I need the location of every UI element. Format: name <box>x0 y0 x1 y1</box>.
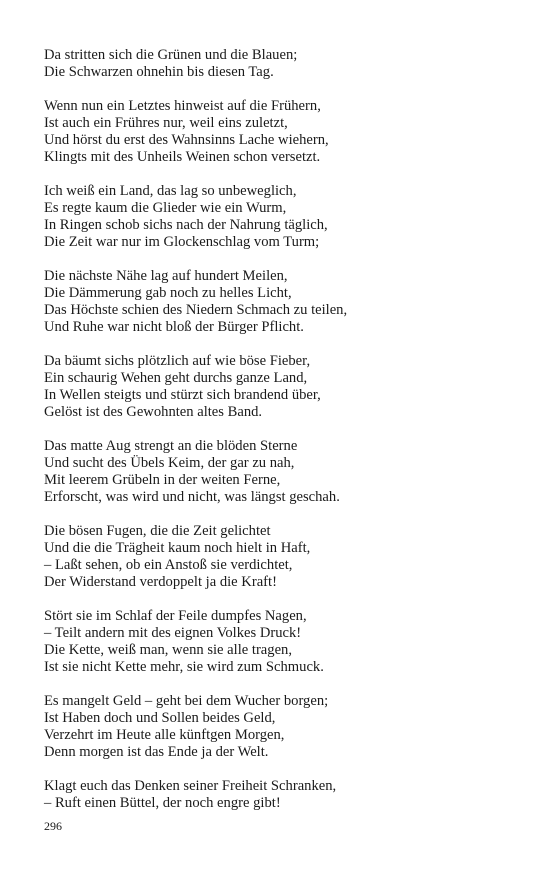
stanza <box>44 47 524 81</box>
verse-line: Wenn nun ein Letztes hinweist auf die Frühern, <box>44 98 321 114</box>
stanza <box>44 183 524 251</box>
stanza <box>44 438 524 506</box>
stanza <box>44 608 524 676</box>
stanza <box>44 353 524 421</box>
verse-line: Klagt euch das Denken seiner Freiheit Schranken, <box>44 778 337 794</box>
verse-line: Verzehrt im Heute alle künftgen Morgen, <box>44 727 285 743</box>
verse-line: Ein schaurig Wehen geht durchs ganze Land, <box>44 370 308 386</box>
stanza <box>44 268 524 336</box>
verse-line: Ist sie nicht Kette mehr, sie wird zum Schmuck. <box>44 659 324 675</box>
poem-text <box>44 47 524 829</box>
verse-line: Und sucht des Übels Keim, der gar zu nah, <box>44 455 295 471</box>
verse-line: Die Schwarzen ohnehin bis diesen Tag. <box>44 64 274 80</box>
verse-line: Stört sie im Schlaf der Feile dumpfes Nagen, <box>44 608 307 624</box>
verse-line: Die nächste Nähe lag auf hundert Meilen, <box>44 268 288 284</box>
verse-line: Erforscht, was wird und nicht, was längst geschah. <box>44 489 340 505</box>
verse-line: Und hörst du erst des Wahnsinns Lache wiehern, <box>44 132 329 148</box>
verse-line: – Laßt sehen, ob ein Anstoß sie verdichtet, <box>44 557 293 573</box>
stanza <box>44 778 524 812</box>
verse-line: In Ringen schob sichs nach der Nahrung täglich, <box>44 217 328 233</box>
verse-line: Ist auch ein Frühres nur, weil eins zuletzt, <box>44 115 288 131</box>
verse-line: Da stritten sich die Grünen und die Blauen; <box>44 47 298 63</box>
verse-line: Denn morgen ist das Ende ja der Welt. <box>44 744 269 760</box>
verse-line: Und Ruhe war nicht bloß der Bürger Pflicht. <box>44 319 304 335</box>
verse-line: Klingts mit des Unheils Weinen schon versetzt. <box>44 149 321 165</box>
verse-line: Das matte Aug strengt an die blöden Sterne <box>44 438 298 454</box>
stanza <box>44 98 524 166</box>
verse-line: Es regte kaum die Glieder wie ein Wurm, <box>44 200 287 216</box>
verse-line: Mit leerem Grübeln in der weiten Ferne, <box>44 472 281 488</box>
verse-line: Das Höchste schien des Niedern Schmach zu teilen, <box>44 302 348 318</box>
verse-line: Die bösen Fugen, die die Zeit gelichtet <box>44 523 271 539</box>
verse-line: Der Widerstand verdoppelt ja die Kraft! <box>44 574 277 590</box>
verse-line: Gelöst ist des Gewohnten altes Band. <box>44 404 263 420</box>
verse-line: Da bäumt sichs plötzlich auf wie böse Fieber, <box>44 353 311 369</box>
stanza <box>44 693 524 761</box>
page-number: 296 <box>44 819 62 833</box>
verse-line: Die Dämmerung gab noch zu helles Licht, <box>44 285 292 301</box>
verse-line: Ist Haben doch und Sollen beides Geld, <box>44 710 276 726</box>
verse-line: – Ruft einen Büttel, der noch engre gibt! <box>44 795 281 811</box>
verse-line: Die Zeit war nur im Glockenschlag vom Turm; <box>44 234 320 250</box>
verse-line: – Teilt andern mit des eignen Volkes Druck! <box>44 625 302 641</box>
verse-line: Und die die Trägheit kaum noch hielt in Haft, <box>44 540 311 556</box>
verse-line: Es mangelt Geld – geht bei dem Wucher borgen; <box>44 693 329 709</box>
verse-line: Die Kette, weiß man, wenn sie alle tragen, <box>44 642 293 658</box>
verse-line: In Wellen steigts und stürzt sich brandend über, <box>44 387 321 403</box>
stanza <box>44 523 524 591</box>
verse-line: Ich weiß ein Land, das lag so unbeweglich, <box>44 183 297 199</box>
